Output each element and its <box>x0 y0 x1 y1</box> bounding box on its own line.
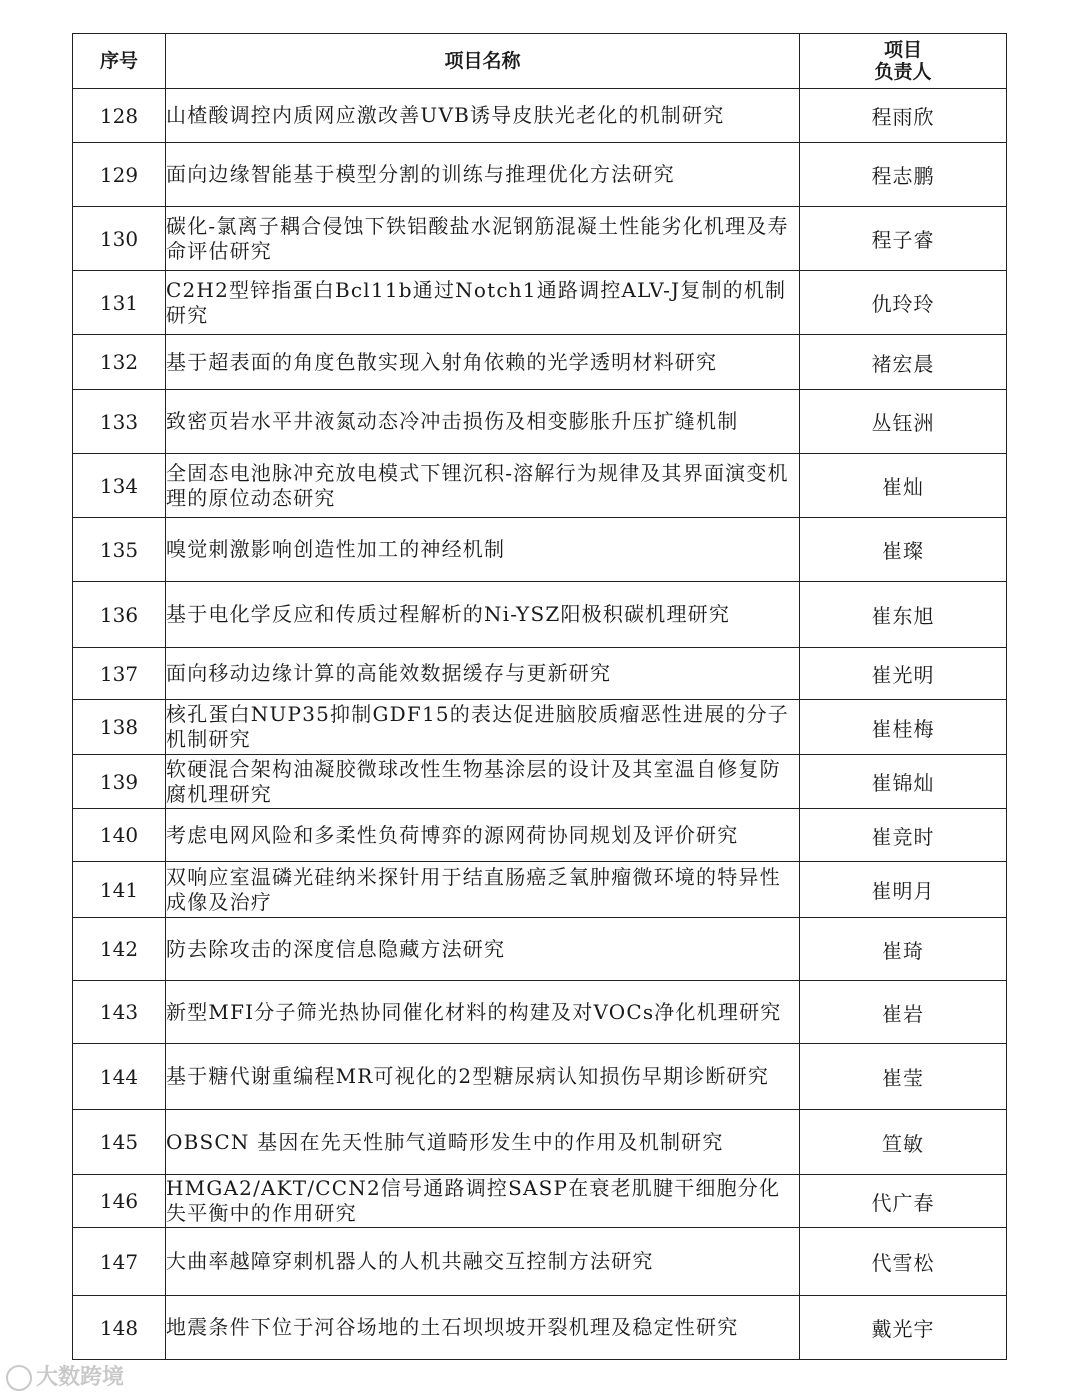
row-leader: 崔岩 <box>800 981 1007 1044</box>
row-leader: 程子睿 <box>800 207 1007 271</box>
watermark-logo-icon <box>6 1365 32 1391</box>
row-name: 基于电化学反应和传质过程解析的Ni-YSZ阳极积碳机理研究 <box>166 582 800 648</box>
row-num: 129 <box>73 143 166 207</box>
table-row <box>73 390 1007 454</box>
row-num: 148 <box>73 1296 166 1360</box>
header-leader <box>800 34 1007 89</box>
row-leader: 戴光宇 <box>800 1296 1007 1360</box>
row-leader: 崔光明 <box>800 648 1007 700</box>
row-name: 致密页岩水平井液氮动态冷冲击损伤及相变膨胀升压扩缝机制 <box>166 390 800 454</box>
row-leader: 崔明月 <box>800 862 1007 918</box>
watermark-text: 大数跨境 <box>36 1365 125 1390</box>
row-num: 138 <box>73 700 166 755</box>
table-row <box>73 1044 1007 1110</box>
row-name: 碳化-氯离子耦合侵蚀下铁铝酸盐水泥钢筋混凝土性能劣化机理及寿命评估研究 <box>166 207 800 271</box>
row-name: 地震条件下位于河谷场地的土石坝坝坡开裂机理及稳定性研究 <box>166 1296 800 1360</box>
table-row <box>73 755 1007 809</box>
table-row <box>73 1110 1007 1175</box>
row-name: 基于糖代谢重编程MR可视化的2型糖尿病认知损伤早期诊断研究 <box>166 1044 800 1110</box>
row-leader: 代雪松 <box>800 1228 1007 1296</box>
table-row <box>73 1296 1007 1360</box>
row-num: 146 <box>73 1175 166 1228</box>
row-num: 128 <box>73 89 166 143</box>
row-name: 大曲率越障穿刺机器人的人机共融交互控制方法研究 <box>166 1228 800 1296</box>
row-num: 139 <box>73 755 166 809</box>
row-leader: 褚宏晨 <box>800 335 1007 390</box>
row-name: 山楂酸调控内质网应激改善UVB诱导皮肤光老化的机制研究 <box>166 89 800 143</box>
table-row <box>73 143 1007 207</box>
row-num: 141 <box>73 862 166 918</box>
project-table <box>72 33 1007 1360</box>
row-name: 防去除攻击的深度信息隐藏方法研究 <box>166 918 800 981</box>
row-leader: 崔锦灿 <box>800 755 1007 809</box>
row-num: 133 <box>73 390 166 454</box>
row-name: 面向边缘智能基于模型分割的训练与推理优化方法研究 <box>166 143 800 207</box>
table-row <box>73 454 1007 518</box>
row-name: 双响应室温磷光硅纳米探针用于结直肠癌乏氧肿瘤微环境的特异性成像及治疗 <box>166 862 800 918</box>
row-num: 134 <box>73 454 166 518</box>
header-name: 项目名称 <box>166 34 800 89</box>
row-leader: 崔桂梅 <box>800 700 1007 755</box>
table-row <box>73 700 1007 755</box>
header-row <box>73 34 1007 89</box>
header-leader-line1: 项目 <box>883 39 922 61</box>
row-num: 137 <box>73 648 166 700</box>
watermark <box>6 1360 124 1391</box>
header-num: 序号 <box>73 34 166 89</box>
row-num: 131 <box>73 271 166 335</box>
table-row <box>73 809 1007 862</box>
row-leader: 丛钰洲 <box>800 390 1007 454</box>
row-num: 132 <box>73 335 166 390</box>
row-leader: 代广春 <box>800 1175 1007 1228</box>
row-leader: 程志鹏 <box>800 143 1007 207</box>
row-name: OBSCN 基因在先天性肺气道畸形发生中的作用及机制研究 <box>166 1110 800 1175</box>
row-leader: 笪敏 <box>800 1110 1007 1175</box>
row-leader: 崔灿 <box>800 454 1007 518</box>
row-leader: 程雨欣 <box>800 89 1007 143</box>
row-leader: 仇玲玲 <box>800 271 1007 335</box>
table-row <box>73 582 1007 648</box>
table-row <box>73 207 1007 271</box>
row-num: 144 <box>73 1044 166 1110</box>
row-num: 142 <box>73 918 166 981</box>
table-row <box>73 648 1007 700</box>
row-name: 核孔蛋白NUP35抑制GDF15的表达促进脑胶质瘤恶性进展的分子机制研究 <box>166 700 800 755</box>
row-name: HMGA2/AKT/CCN2信号通路调控SASP在衰老肌腱干细胞分化失平衡中的作用研究 <box>166 1175 800 1228</box>
row-name: 基于超表面的角度色散实现入射角依赖的光学透明材料研究 <box>166 335 800 390</box>
row-leader: 崔琦 <box>800 918 1007 981</box>
row-leader: 崔璨 <box>800 518 1007 582</box>
row-num: 140 <box>73 809 166 862</box>
table-row <box>73 1228 1007 1296</box>
row-num: 136 <box>73 582 166 648</box>
row-name: 软硬混合架构油凝胶微球改性生物基涂层的设计及其室温自修复防腐机理研究 <box>166 755 800 809</box>
header-leader-line2: 负责人 <box>874 61 932 83</box>
row-num: 130 <box>73 207 166 271</box>
row-num: 145 <box>73 1110 166 1175</box>
table-row <box>73 89 1007 143</box>
row-name: 考虑电网风险和多柔性负荷博弈的源网荷协同规划及评价研究 <box>166 809 800 862</box>
row-num: 143 <box>73 981 166 1044</box>
row-leader: 崔莹 <box>800 1044 1007 1110</box>
row-leader: 崔竞时 <box>800 809 1007 862</box>
table-row <box>73 862 1007 918</box>
table-row <box>73 271 1007 335</box>
table-row <box>73 918 1007 981</box>
table-row <box>73 335 1007 390</box>
table-row <box>73 1175 1007 1228</box>
row-name: 嗅觉刺激影响创造性加工的神经机制 <box>166 518 800 582</box>
row-num: 135 <box>73 518 166 582</box>
table-row <box>73 518 1007 582</box>
row-name: C2H2型锌指蛋白Bcl11b通过Notch1通路调控ALV-J复制的机制研究 <box>166 271 800 335</box>
row-name: 面向移动边缘计算的高能效数据缓存与更新研究 <box>166 648 800 700</box>
row-num: 147 <box>73 1228 166 1296</box>
table-row <box>73 981 1007 1044</box>
row-name: 新型MFI分子筛光热协同催化材料的构建及对VOCs净化机理研究 <box>166 981 800 1044</box>
row-name: 全固态电池脉冲充放电模式下锂沉积-溶解行为规律及其界面演变机理的原位动态研究 <box>166 454 800 518</box>
row-leader: 崔东旭 <box>800 582 1007 648</box>
